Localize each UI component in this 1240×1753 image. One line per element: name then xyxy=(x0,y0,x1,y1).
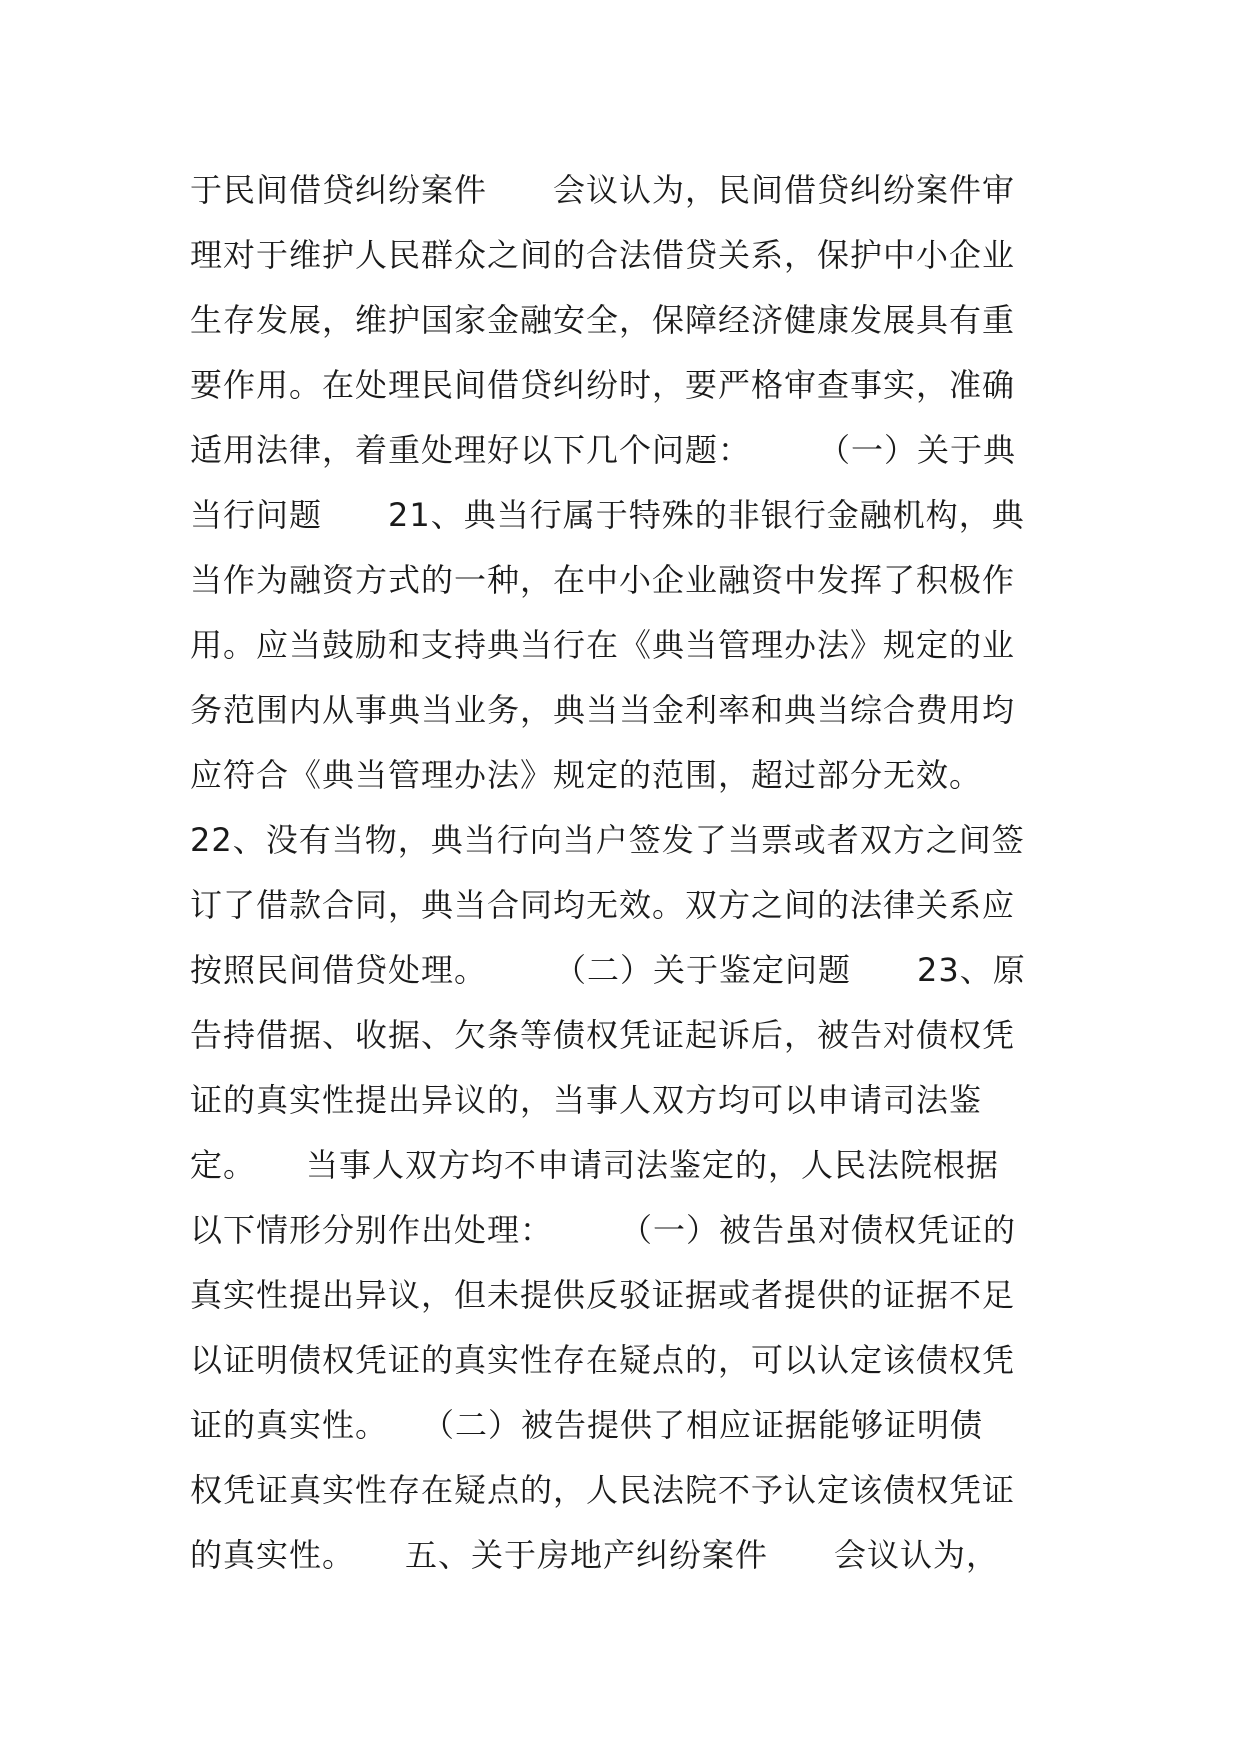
text-line: 当行问题 21、典当行属于特殊的非银行金融机构，典 xyxy=(190,496,1025,534)
text-line: 适用法律，着重处理好以下几个问题： （一）关于典 xyxy=(190,431,1017,469)
text-line: 权凭证真实性存在疑点的，人民法院不予认定该债权凭证 xyxy=(190,1471,1016,1509)
text-line: 定。 当事人双方均不申请司法鉴定的，人民法院根据 xyxy=(190,1146,1000,1184)
text-line: 真实性提出异议，但未提供反驳证据或者提供的证据不足 xyxy=(190,1276,1016,1314)
text-line: 理对于维护人民群众之间的合法借贷关系，保护中小企业 xyxy=(190,236,1016,274)
text-line: 以下情形分别作出处理： （一）被告虽对债权凭证的 xyxy=(190,1211,1017,1249)
text-line: 告持借据、收据、欠条等债权凭证起诉后，被告对债权凭 xyxy=(190,1016,1016,1054)
text-line: 生存发展，维护国家金融安全，保障经济健康发展具有重 xyxy=(190,301,1016,339)
text-line: 应符合《典当管理办法》规定的范围，超过部分无效。 xyxy=(190,756,983,794)
text-line: 务范围内从事典当业务，典当当金利率和典当综合费用均 xyxy=(190,691,1016,729)
text-line: 当作为融资方式的一种，在中小企业融资中发挥了积极作 xyxy=(190,561,1016,599)
text-line: 按照民间借贷处理。 （二）关于鉴定问题 23、原 xyxy=(190,951,1026,989)
text-line: 的真实性。 五、关于房地产纠纷案件 会议认为， xyxy=(190,1536,1000,1574)
text-line: 以证明债权凭证的真实性存在疑点的，可以认定该债权凭 xyxy=(190,1341,1016,1379)
text-line: 证的真实性提出异议的，当事人双方均可以申请司法鉴 xyxy=(190,1081,983,1119)
text-line: 订了借款合同，典当合同均无效。双方之间的法律关系应 xyxy=(190,886,1016,924)
text-line: 于民间借贷纠纷案件 会议认为，民间借贷纠纷案件审 xyxy=(190,171,1016,209)
text-line: 22、没有当物，典当行向当户签发了当票或者双方之间签 xyxy=(190,821,1025,859)
text-line: 证的真实性。 （二）被告提供了相应证据能够证明债 xyxy=(190,1406,984,1444)
text-line: 用。应当鼓励和支持典当行在《典当管理办法》规定的业 xyxy=(190,626,1016,664)
body-text xyxy=(190,158,1040,1588)
text-line: 要作用。在处理民间借贷纠纷时，要严格审查事实，准确 xyxy=(190,366,1016,404)
